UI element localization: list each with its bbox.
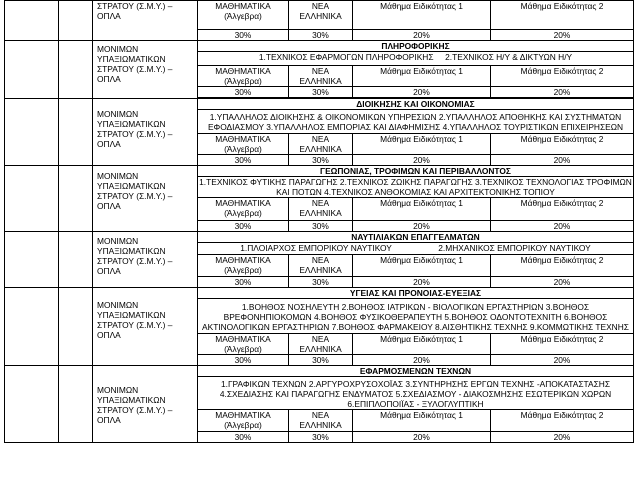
- inner-column-cell: [59, 99, 93, 166]
- outer-column-cell: [5, 366, 59, 443]
- subject-greek: ΝΕΑ ΕΛΛΗΝΙΚΑ: [289, 198, 353, 221]
- school-label: [93, 166, 198, 232]
- outer-column-cell: [5, 288, 59, 366]
- specialties-list: [198, 299, 634, 334]
- subject-math: ΜΑΘΗΜΑΤΙΚΑ (Άλγεβρα): [198, 66, 289, 87]
- label-line: ΣΤΡΑΤΟΥ (Σ.Μ.Υ.) –: [97, 405, 173, 415]
- weight-specialty-2: 20%: [491, 432, 634, 443]
- sector-title: ΝΑΥΤΙΛΙΑΚΩΝ ΕΠΑΓΓΕΛΜΑΤΩΝ: [198, 232, 634, 243]
- label-line: ΥΠΑΞΙΩΜΑΤΙΚΩΝ: [97, 54, 166, 64]
- subject-specialty-1: Μάθημα Ειδικότητας 1: [353, 198, 491, 221]
- sector-title: ΕΦΑΡΜΟΣΜΕΝΩΝ ΤΕΧΝΩΝ: [198, 366, 634, 377]
- school-label: [93, 1, 198, 41]
- weight-specialty-1: 20%: [353, 355, 491, 366]
- subject-specialty-1: Μάθημα Ειδικότητας 1: [353, 334, 491, 355]
- subject-math: ΜΑΘΗΜΑΤΙΚΑ (Άλγεβρα): [198, 198, 289, 221]
- label-line: ΣΤΡΑΤΟΥ (Σ.Μ.Υ.) –: [97, 129, 173, 139]
- inner-column-cell: [59, 232, 93, 288]
- label-line: ΥΠΑΞΙΩΜΑΤΙΚΩΝ: [97, 395, 166, 405]
- label-line: ΥΠΑΞΙΩΜΑΤΙΚΩΝ: [97, 119, 166, 129]
- weight-specialty-1: 20%: [353, 155, 491, 166]
- subject-specialty-2: Μάθημα Ειδικότητας 2: [491, 410, 634, 432]
- specialties-list: [198, 52, 634, 66]
- label-line: ΣΤΡΑΤΟΥ (Σ.Μ.Υ.) –: [97, 1, 173, 11]
- inner-column-cell: [59, 366, 93, 443]
- label-line: ΣΤΡΑΤΟΥ (Σ.Μ.Υ.) –: [97, 64, 173, 74]
- weight-specialty-2: 20%: [491, 221, 634, 232]
- subject-specialty-2: Μάθημα Ειδικότητας 2: [491, 255, 634, 277]
- label-line: ΜΟΝΙΜΩΝ: [97, 44, 139, 54]
- specialties-list: [198, 243, 634, 255]
- specialties-list: [198, 177, 634, 198]
- weight-math: 30%: [198, 277, 289, 288]
- inner-column-cell: [59, 166, 93, 232]
- specialty-line: 1.ΤΕΧΝΙΚΟΣ ΦΥΤΙΚΗΣ ΠΑΡΑΓΩΓΗΣ 2.ΤΕΧΝΙΚΟΣ ΖΩΙΚΗΣ ΠΑΡΑΓΩΓΗΣ 3.ΤΕΧΝΙΚΟΣ ΤΕΧΝΟΛΟΓΙΑΣ ΤΡΟΦΙΜΩΝ: [199, 177, 632, 187]
- subject-specialty-2: Μάθημα Ειδικότητας 2: [491, 334, 634, 355]
- label-line: ΜΟΝΙΜΩΝ: [97, 236, 139, 246]
- subject-math: ΜΑΘΗΜΑΤΙΚΑ (Άλγεβρα): [198, 1, 289, 30]
- outer-column-cell: [5, 232, 59, 288]
- label-line: ΥΠΑΞΙΩΜΑΤΙΚΩΝ: [97, 310, 166, 320]
- subject-greek: ΝΕΑ ΕΛΛΗΝΙΚΑ: [289, 66, 353, 87]
- weight-specialty-2: 20%: [491, 277, 634, 288]
- outer-column-cell: [5, 41, 59, 99]
- label-line: ΟΠΛΑ: [97, 139, 121, 149]
- label-line: ΟΠΛΑ: [97, 330, 121, 340]
- weight-specialty-2: 20%: [491, 355, 634, 366]
- weight-greek: 30%: [289, 155, 353, 166]
- weight-greek: 30%: [289, 87, 353, 98]
- weight-specialty-2: 20%: [491, 155, 634, 166]
- weight-specialty-1: 20%: [353, 432, 491, 443]
- outer-column-cell: [5, 1, 59, 41]
- subject-specialty-1: Μάθημα Ειδικότητας 1: [353, 255, 491, 277]
- weight-specialty-1: 20%: [353, 30, 491, 41]
- outer-column-cell: [5, 99, 59, 166]
- school-label: [93, 288, 198, 366]
- label-line: ΣΤΡΑΤΟΥ (Σ.Μ.Υ.) –: [97, 320, 173, 330]
- sector-title: ΠΛΗΡΟΦΟΡΙΚΗΣ: [198, 41, 634, 52]
- subject-greek: ΝΕΑ ΕΛΛΗΝΙΚΑ: [289, 255, 353, 277]
- specialty-line: 1.ΠΛΟΙΑΡΧΟΣ ΕΜΠΟΡΙΚΟΥ ΝΑΥΤΙΚΟΥ 2.ΜΗΧΑΝΙΚΟΣ ΕΜΠΟΡΙΚΟΥ ΝΑΥΤΙΚΟΥ: [240, 243, 591, 253]
- specialty-line: ΑΚΤΙΝΟΛΟΓΙΚΩΝ ΕΡΓΑΣΤΗΡΙΩΝ 7.ΒΟΗΘΟΣ ΦΑΡΜΑΚΕΙΟΥ 8.ΑΙΣΘΗΤΙΚΗΣ ΤΕΧΝΗΣ 9.ΚΟΜΜΩΤΙΚΗΣ ΤΕΧΝΗΣ: [202, 322, 629, 332]
- specialty-line: 1.ΤΕΧΝΙΚΟΣ ΕΦΑΡΜΟΓΩΝ ΠΛΗΡΟΦΟΡΙΚΗΣ 2.ΤΕΧΝΙΚΟΣ Η/Υ & ΔΙΚΤΥΩΝ Η/Υ: [258, 52, 573, 62]
- subject-greek: ΝΕΑ ΕΛΛΗΝΙΚΑ: [289, 1, 353, 30]
- sector-title: ΔΙΟΙΚΗΣΗΣ ΚΑΙ ΟΙΚΟΝΟΜΙΑΣ: [198, 99, 634, 110]
- subject-math: ΜΑΘΗΜΑΤΙΚΑ (Άλγεβρα): [198, 134, 289, 155]
- label-line: ΣΤΡΑΤΟΥ (Σ.Μ.Υ.) –: [97, 191, 173, 201]
- specialty-line: ΒΡΕΦΟΝΗΠΙΟΚΟΜΩΝ 4.ΒΟΗΘΟΣ ΦΥΣΙΚΟΘΕΡΑΠΕΥΤΗ 5.ΒΟΗΘΟΣ ΟΔΟΝΤΟΤΕΧΝΙΤΗ 6.ΒΟΗΘΟΣ: [223, 312, 608, 322]
- subject-specialty-2: Μάθημα Ειδικότητας 2: [491, 134, 634, 155]
- weight-greek: 30%: [289, 277, 353, 288]
- school-label: [93, 232, 198, 288]
- label-line: ΣΤΡΑΤΟΥ (Σ.Μ.Υ.) –: [97, 256, 173, 266]
- specialty-line: 6.ΕΠΙΠΛΟΠΟΙΪΑΣ - ΞΥΛΟΓΛΥΠΤΙΚΗ: [347, 399, 484, 409]
- weight-greek: 30%: [289, 355, 353, 366]
- label-line: ΟΠΛΑ: [97, 74, 121, 84]
- label-line: ΟΠΛΑ: [97, 11, 121, 21]
- label-line: ΜΟΝΙΜΩΝ: [97, 385, 139, 395]
- subject-specialty-1: Μάθημα Ειδικότητας 1: [353, 66, 491, 87]
- weight-math: 30%: [198, 221, 289, 232]
- label-line: ΥΠΑΞΙΩΜΑΤΙΚΩΝ: [97, 246, 166, 256]
- specialties-list: [198, 110, 634, 134]
- weight-specialty-2: 20%: [491, 87, 634, 98]
- weight-specialty-1: 20%: [353, 277, 491, 288]
- subject-specialty-2: Μάθημα Ειδικότητας 2: [491, 198, 634, 221]
- subject-specialty-2: Μάθημα Ειδικότητας 2: [491, 66, 634, 87]
- weight-specialty-1: 20%: [353, 87, 491, 98]
- weight-greek: 30%: [289, 30, 353, 41]
- weight-math: 30%: [198, 155, 289, 166]
- weight-greek: 30%: [289, 221, 353, 232]
- specialties-list: [198, 377, 634, 410]
- subject-greek: ΝΕΑ ΕΛΛΗΝΙΚΑ: [289, 410, 353, 432]
- school-label: [93, 366, 198, 443]
- specialty-line: 1.ΒΟΗΘΟΣ ΝΟΣΗΛΕΥΤΗ 2.ΒΟΗΘΟΣ ΙΑΤΡΙΚΩΝ - ΒΙΟΛΟΓΙΚΩΝ ΕΡΓΑΣΤΗΡΙΩΝ 3.ΒΟΗΘΟΣ: [241, 302, 590, 312]
- inner-column-cell: [59, 41, 93, 99]
- label-line: ΜΟΝΙΜΩΝ: [97, 171, 139, 181]
- subject-greek: ΝΕΑ ΕΛΛΗΝΙΚΑ: [289, 134, 353, 155]
- specialty-line: 1.ΥΠΑΛΛΗΛΟΣ ΔΙΟΙΚΗΣΗΣ & ΟΙΚΟΝΟΜΙΚΩΝ ΥΠΗΡΕΣΙΩΝ 2.ΥΠΑΛΛΗΛΟΣ ΑΠΟΘΗΚΗΣ ΚΑΙ ΣΥΣΤΗΜΑΤΩΝ: [209, 112, 622, 122]
- weight-math: 30%: [198, 87, 289, 98]
- label-line: ΟΠΛΑ: [97, 201, 121, 211]
- weight-greek: 30%: [289, 432, 353, 443]
- label-line: ΟΠΛΑ: [97, 415, 121, 425]
- sector-title: ΥΓΕΙΑΣ ΚΑΙ ΠΡΟΝΟΙΑΣ-ΕΥΕΞΙΑΣ: [198, 288, 634, 299]
- weight-math: 30%: [198, 30, 289, 41]
- inner-column-cell: [59, 1, 93, 41]
- subject-math: ΜΑΘΗΜΑΤΙΚΑ (Άλγεβρα): [198, 410, 289, 432]
- weight-specialty-2: 20%: [491, 30, 634, 41]
- subject-math: ΜΑΘΗΜΑΤΙΚΑ (Άλγεβρα): [198, 255, 289, 277]
- label-line: ΜΟΝΙΜΩΝ: [97, 300, 139, 310]
- outer-column-cell: [5, 166, 59, 232]
- subject-specialty-1: Μάθημα Ειδικότητας 1: [353, 134, 491, 155]
- weight-math: 30%: [198, 432, 289, 443]
- label-line: ΜΟΝΙΜΩΝ: [97, 109, 139, 119]
- specialty-line: ΚΑΙ ΠΟΤΩΝ 4.ΤΕΧΝΙΚΟΣ ΑΝΘΟΚΟΜΙΑΣ ΚΑΙ ΑΡΧΙΤΕΚΤΟΝΙΚΗΣ ΤΟΠΙΟΥ: [276, 187, 555, 197]
- subject-greek: ΝΕΑ ΕΛΛΗΝΙΚΑ: [289, 334, 353, 355]
- label-line: ΥΠΑΞΙΩΜΑΤΙΚΩΝ: [97, 181, 166, 191]
- inner-column-cell: [59, 288, 93, 366]
- specialty-line: ΕΦΟΔΙΑΣΜΟΥ 3.ΥΠΑΛΛΗΛΟΣ ΕΜΠΟΡΙΑΣ ΚΑΙ ΔΙΑΦΗΜΙΣΗΣ 4.ΥΠΑΛΛΗΛΟΣ ΤΟΥΡΙΣΤΙΚΩΝ ΕΠΙΧΕΙΡΗΣΕΩΝ: [207, 122, 624, 132]
- school-label: [93, 99, 198, 166]
- sector-title: ΓΕΩΠΟΝΙΑΣ, ΤΡΟΦΙΜΩΝ ΚΑΙ ΠΕΡΙΒΑΛΛΟΝΤΟΣ: [198, 166, 634, 177]
- weight-math: 30%: [198, 355, 289, 366]
- school-label: [93, 41, 198, 99]
- specialty-line: 1.ΓΡΑΦΙΚΩΝ ΤΕΧΝΩΝ 2.ΑΡΓΥΡΟΧΡΥΣΟΧΟΪΑΣ 3.ΣΥΝΤΗΡΗΣΗΣ ΕΡΓΩΝ ΤΕΧΝΗΣ -ΑΠΟΚΑΤΑΣΤΑΣΗΣ: [220, 379, 611, 389]
- requirements-table: [4, 0, 634, 443]
- subject-specialty-1: Μάθημα Ειδικότητας 1: [353, 410, 491, 432]
- weight-specialty-1: 20%: [353, 221, 491, 232]
- label-line: ΟΠΛΑ: [97, 266, 121, 276]
- specialty-line: 4.ΣΧΕΔΙΑΣΗΣ ΚΑΙ ΠΑΡΑΓΩΓΗΣ ΕΝΔΥΜΑΤΟΣ 5.ΣΧΕΔΙΑΣΜΟΥ - ΔΙΑΚΟΣΜΗΣΗΣ ΕΣΩΤΕΡΙΚΩΝ ΧΩΡΩΝ: [219, 389, 612, 399]
- subject-specialty-2: Μάθημα Ειδικότητας 2: [491, 1, 634, 30]
- subject-math: ΜΑΘΗΜΑΤΙΚΑ (Άλγεβρα): [198, 334, 289, 355]
- subject-specialty-1: Μάθημα Ειδικότητας 1: [353, 1, 491, 30]
